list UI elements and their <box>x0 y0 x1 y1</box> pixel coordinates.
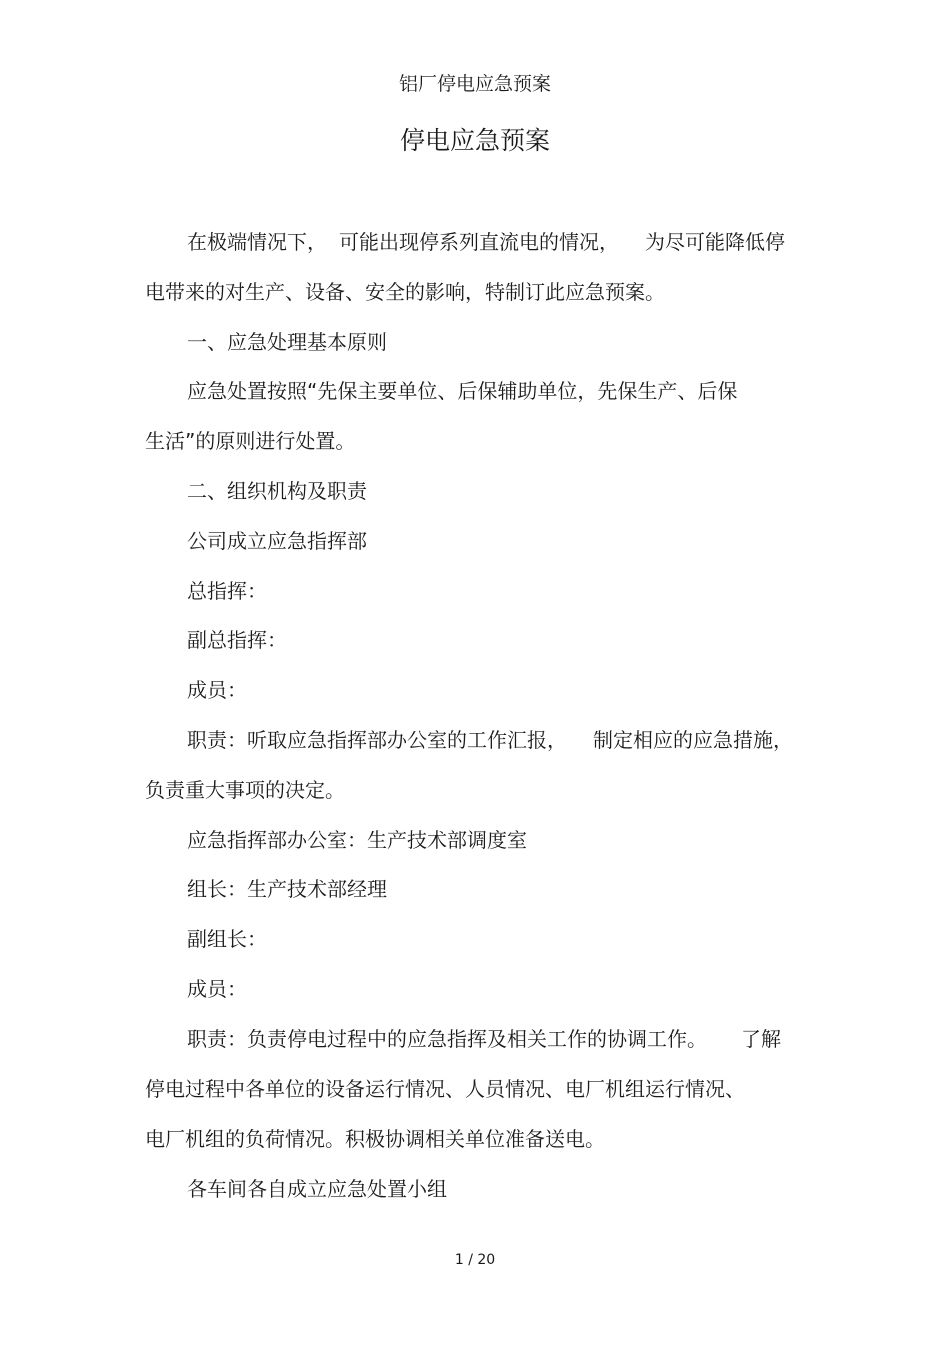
field-deputy-commander: 副总指挥： <box>187 628 287 652</box>
field-office-members: 成员： <box>187 977 247 1001</box>
paragraph-principle-line-1: 应急处置按照“先保主要单位、后保辅助单位，先保生产、后保 <box>187 379 738 403</box>
section-heading-principles: 一、应急处理基本原则 <box>187 330 387 354</box>
document-title: 停电应急预案 <box>399 126 550 155</box>
section-heading-organization: 二、组织机构及职责 <box>187 479 367 503</box>
paragraph-duties-line-2: 负责重大事项的决定。 <box>145 778 345 802</box>
paragraph-principle-line-2: 生活”的原则进行处置。 <box>145 429 356 453</box>
paragraph-duties-line-1: 职责：听取应急指挥部办公室的工作汇报， 制定相应的应急措施， <box>187 728 793 752</box>
paragraph-office-duties-line-1: 职责：负责停电过程中的应急指挥及相关工作的协调工作。 了解 <box>187 1027 781 1051</box>
paragraph-office-duties-line-3: 电厂机组的负荷情况。积极协调相关单位准备送电。 <box>145 1127 605 1151</box>
paragraph-command-center: 公司成立应急指挥部 <box>187 529 367 553</box>
paragraph-office-duties-line-2: 停电过程中各单位的设备运行情况、人员情况、电厂机组运行情况、 <box>145 1077 745 1101</box>
field-deputy-group-leader: 副组长： <box>187 927 267 951</box>
paragraph-command-office: 应急指挥部办公室：生产技术部调度室 <box>187 828 527 852</box>
field-group-leader: 组长：生产技术部经理 <box>187 877 387 901</box>
page-number: 1 / 20 <box>454 1252 496 1268</box>
running-header: 铝厂停电应急预案 <box>398 73 551 95</box>
paragraph-intro-line-1: 在极端情况下， 可能出现停系列直流电的情况， 为尽可能降低停 <box>187 230 785 254</box>
paragraph-workshop-groups: 各车间各自成立应急处置小组 <box>187 1177 447 1201</box>
field-commander: 总指挥： <box>187 579 267 603</box>
field-members: 成员： <box>187 678 247 702</box>
paragraph-intro-line-2: 电带来的对生产、设备、安全的影响，特制订此应急预案。 <box>145 280 665 304</box>
